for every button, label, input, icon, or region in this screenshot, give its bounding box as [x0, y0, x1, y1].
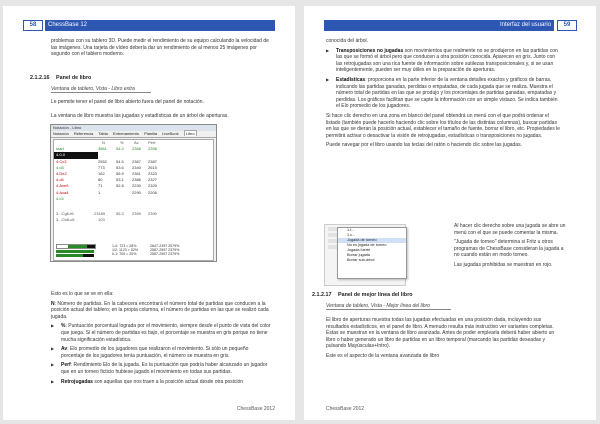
menu-item-delete-move[interactable]: Borrar jugada — [347, 253, 371, 257]
col-pct[interactable]: % — [120, 140, 124, 145]
menu-item[interactable]: 1.c... — [347, 233, 356, 237]
tab-table[interactable]: Tabla — [98, 131, 108, 136]
table-row[interactable]: 4.d3 773 53.6 2340 2615 — [56, 164, 157, 170]
side-notes: Al hacer clic derecho sobre una jugada se abre un menú con el que se puede comentar la misma. "Jugada de torneo" determina si Fritz u otros programas de ChessBase consideran la jugada a no cuando están en modo torneo. Las jugadas prohibidas se muestran en rojo. — [454, 223, 566, 268]
right-page — [304, 6, 596, 420]
table-row[interactable]: start 3861 54.4 2366 2398 — [56, 146, 157, 152]
tab-scoresheet[interactable]: Planilla — [144, 131, 158, 136]
tab-training[interactable]: Entrenamiento — [113, 131, 140, 136]
stats-perf: 2647-2397 2579% 2587-2597 2379% 2587-2597 2379% — [150, 244, 180, 256]
table-row[interactable]: 4.Axa4 1 2290 2206 — [56, 189, 157, 195]
right-top-text: conocida del árbol. ▶ Transposiciones no jugadas son movimientos que realmente no se produjeron en las partidas con las que se formó el árbol pero que conducen a otra posición conocida. Aparecen en gris. Junto con las retrojugadas son una rica fuente de información sobre sutilezas transposicionales y, si se usan inteligentemente, pueden ser muy útiles en la preparación de aperturas. ▶ Estadísticas: proporciona en la parte inferior de la ventana detalles exactos y gráficos de barras, indicando las partidas ganadas, perdidas o empatadas, de cada jugada que se realiza. Muestra el número total de partidas en las que se produjo y los porcentajes de partidas ganadas, empatadas y perdidas. Los gráficos facilitan que se capte la información con un simple vistazo. Se indica también el Elo promedio de los jugadores. Si hace clic derecho en una zona en blanco del panel obtendrá un menú con el que podrá ordenar el listado (también puede hacerlo haciendo clic sobre los títulos de las distintas columnas), buscar partidas en las que se dieran la posición actual, establecer el tamaño de fuente, borrar el libro, etc. Propiedades le permitirá activar o desactivar la visión de retrojugadas, estadísticas o transposiciones no jugadas. Puede navegar por el libro usando las teclas del ratón o haciendo clic sobre las jugadas. — [326, 38, 561, 152]
paragraph: Esto es lo que se ve en ella: N: Número de partidas. En la cabecera encontrará el número total de partidas que conducen a la posición actual del tablero; en la propia columna, el número de partidas en las que se realizó cada jugada. ▶ %: Puntuación porcentual lograda por el movimiento, siempre desde el punto de vista del color que juega. Si el número de partidas es bajo, el porcentaje se muestra en gris porque no tiene mucha significación estadística. ▶ Av: Elo promedio de los jugadores que realizaron el movimiento. Si sólo un pequeño porcentaje de los jugadores tenía puntuación, el número se muestra en gris. ▶ Perf: Rendimiento Elo de la jugada. Es la puntuación que podría haber alcanzado un jugador que en un torneo ficticio hubiese jugado el movimiento en todas sus partidas. ▶ Retrojugadas son aquellas que nos traen a la posición actual desde otra posición — [51, 291, 271, 388]
right-bottom-text: El libro de aperturas muestra todas las jugadas efectuadas en una posición dada, incluyendo sus resultados estadísticos, en el panel de libro. A menudo resulta más instructivo ver variantes completas. Éstas se muestran en la ventana de libro avanzada. Antes de poder emplearla deberá haber abierto un libro o haber generado un libro de partidas en un libro temporal (marcando las partidas deseadas y pulsando Mayúsculas+Intro). Este es el aspecto de la ventana avanzada de libro — [326, 317, 555, 359]
header-bar — [324, 20, 554, 31]
result-bar — [56, 254, 94, 257]
paragraph: La ventana de libro muestra las jugadas y estadísticas de un árbol de aperturas. — [51, 113, 229, 119]
page-footer: ChessBase 2012 — [326, 406, 365, 412]
menu-path: Ventana de tablero, Vista - Libro extra — [51, 86, 151, 93]
paragraph: Le permite tener el panel de libro abierto fuera del panel de notación. — [51, 99, 204, 105]
tab-reference[interactable]: Referencia — [73, 131, 94, 136]
left-page — [3, 6, 295, 420]
spacer — [54, 202, 213, 211]
menu-item-not-tournament-move[interactable]: No es jugada de torneo — [347, 243, 387, 247]
tab-livebook[interactable]: LiveBook — [162, 131, 179, 136]
result-bar — [56, 244, 96, 249]
stats-bars — [56, 244, 100, 256]
col-n[interactable]: N — [102, 140, 105, 145]
section-number: 2.1.2.16 — [30, 75, 50, 81]
header-bar — [45, 20, 275, 31]
menu-item[interactable]: 1.f... — [347, 228, 355, 232]
table-row[interactable]: 4.Axe6 71 52.8 2230 2329 — [56, 183, 157, 189]
menu-path: Ventana de tablero, Vista - Mejor línea del libro — [326, 303, 451, 310]
window-tabs — [51, 131, 216, 138]
intro-text: problemas con su tablero 3D. Puede medir el rendimiento de su equipo calculando la velocidad de las imágenes. Una tarjeta de vídeo debería dar un rendimiento de al menos 25 imágenes por segundo con el tablero moderno. — [51, 38, 269, 58]
col-perf[interactable]: Perf — [148, 140, 156, 145]
table-row[interactable]: 4.Cc3 2552 54.5 2367 2387 — [56, 158, 157, 164]
section-heading — [312, 292, 413, 298]
page-number: 59 — [557, 20, 577, 31]
tab-notation[interactable]: Notación — [53, 131, 69, 136]
menu-item-delete-subtree[interactable]: Borrar sub-árbol — [347, 258, 375, 262]
table-row[interactable]: 3...Cb8-c6 103 — [56, 217, 105, 223]
section-heading — [30, 75, 91, 81]
header-title: ChessBase 12 — [48, 22, 88, 28]
stats-text: 1-0: 723 = 28% 1/2: 1123 = 52% 0-1: 705 = 20% — [112, 244, 139, 256]
table-row[interactable]: 4.De2 162 56.9 2361 2323 — [56, 170, 157, 176]
left-header — [23, 20, 275, 32]
book-table — [53, 139, 214, 261]
table-row[interactable]: 3...Cg6-f6 23189 55.3 2359 2390 — [56, 210, 157, 216]
window-title: Notación - Libro — [51, 125, 216, 131]
table-row[interactable]: 4.c3 — [56, 195, 64, 201]
right-header — [324, 20, 576, 32]
tab-book[interactable]: Libro — [185, 131, 195, 136]
section-title: Panel de mejor línea del libro — [338, 292, 413, 298]
section-title: Panel de libro — [56, 75, 92, 81]
header-title: Interfaz del usuario — [499, 22, 551, 28]
menu-item-tournament-move[interactable]: Jugada de torneo — [338, 238, 406, 243]
col-av[interactable]: Av — [134, 140, 139, 145]
book-window-screenshot — [50, 124, 217, 262]
page-number: 58 — [23, 20, 43, 31]
page-footer: ChessBase 2012 — [236, 406, 275, 412]
result-bar — [56, 250, 94, 253]
table-row[interactable]: 4.d4 80 53.1 2386 2327 — [56, 177, 157, 183]
menu-item-strong-move[interactable]: Jugada fuerte — [347, 248, 371, 252]
context-menu — [337, 227, 407, 279]
table-row-selected[interactable]: 4.0-0 — [54, 152, 98, 158]
section-number: 2.1.2.17 — [312, 292, 332, 298]
